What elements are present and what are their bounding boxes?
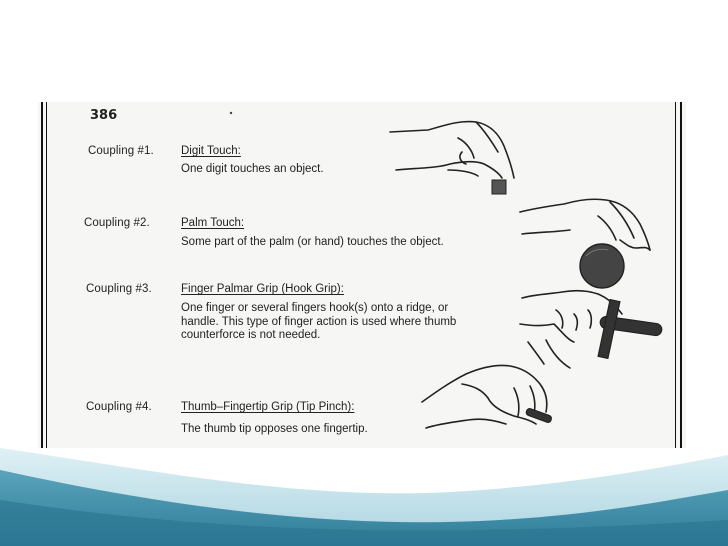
coupling-3-label: Coupling #3. <box>86 283 152 295</box>
coupling-3-line-1: One finger or several fingers hook(s) onto a ridge, or <box>181 302 449 314</box>
coupling-2-line-1: Some part of the palm (or hand) touches the object. <box>181 236 444 248</box>
coupling-4-line-1: The thumb tip opposes one fingertip. <box>181 423 368 435</box>
page-number: 386 <box>90 108 118 123</box>
scanned-page <box>38 102 686 448</box>
left-border-rule <box>41 102 43 448</box>
coupling-2-label: Coupling #2. <box>84 217 150 229</box>
right-border-rule-inner <box>675 102 676 448</box>
coupling-3-line-3: counterforce is not needed. <box>181 329 321 341</box>
coupling-3-title: Finger Palmar Grip (Hook Grip): <box>181 283 344 295</box>
tip-pinch-hand-icon <box>418 358 568 448</box>
coupling-1-label: Coupling #1. <box>88 145 154 157</box>
coupling-1-line-1: One digit touches an object. <box>181 163 324 175</box>
coupling-4-label: Coupling #4. <box>86 401 152 413</box>
coupling-3-line-2: handle. This type of finger action is used where thumb <box>181 315 457 328</box>
left-border-rule-inner <box>46 102 47 448</box>
coupling-3-description <box>181 302 521 343</box>
coupling-4-title: Thumb–Fingertip Grip (Tip Pinch): <box>181 401 355 413</box>
coupling-1-title: Digit Touch: <box>181 145 241 157</box>
palm-touch-hand-icon <box>516 194 666 294</box>
coupling-2-title: Palm Touch: <box>181 217 245 229</box>
scan-speck-mark <box>228 110 234 116</box>
digit-touch-hand-icon <box>388 112 518 202</box>
coupling-2-description <box>181 236 521 250</box>
right-border-rule <box>680 102 682 448</box>
